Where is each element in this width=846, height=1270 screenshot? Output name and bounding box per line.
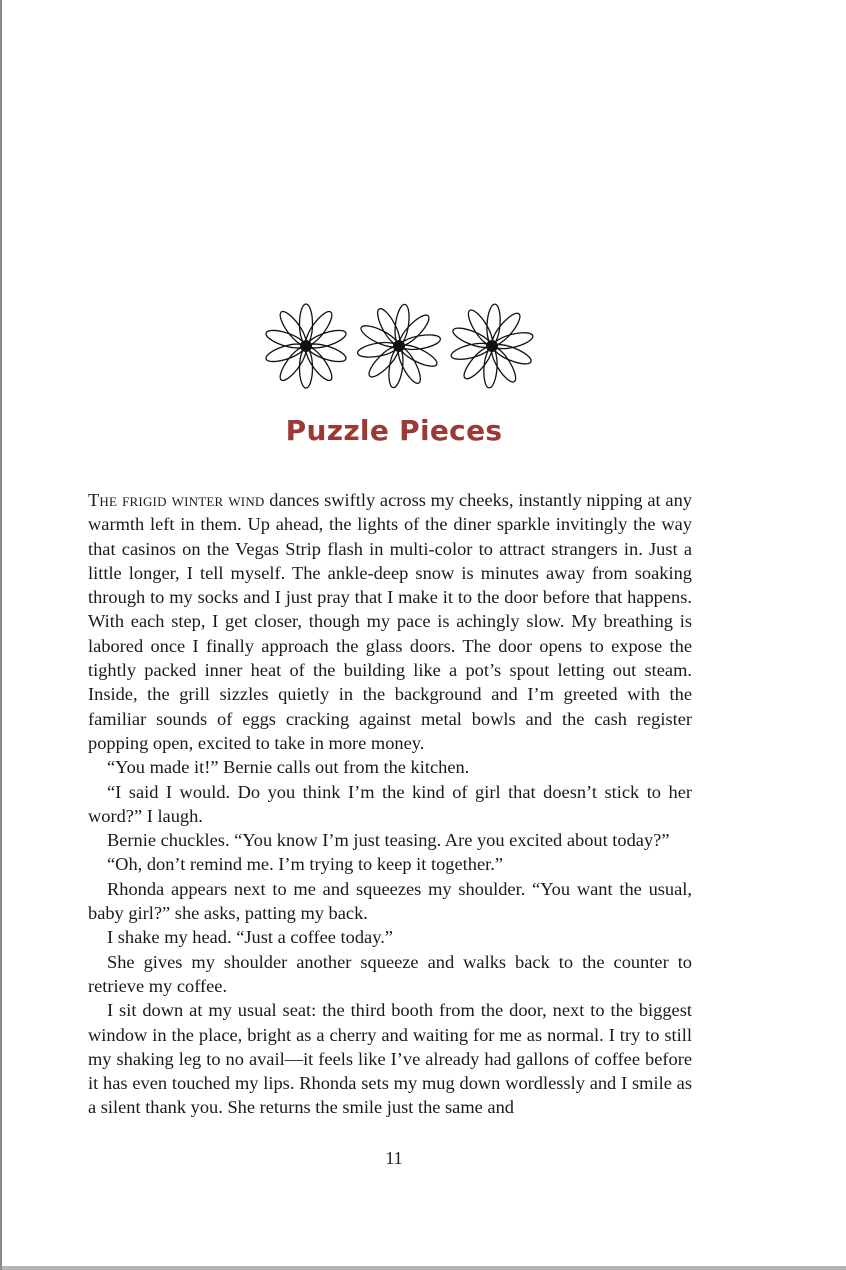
paragraph: I shake my head. “Just a coffee today.” xyxy=(107,927,393,948)
daisy-flower-icon xyxy=(446,300,538,392)
paragraph: “Oh, don’t remind me. I’m trying to keep it together.” xyxy=(107,854,503,875)
paragraph: “I said I would. Do you think I’m the kind of girl that doesn’t stick to her word?” I laugh. xyxy=(88,781,692,826)
paragraph: I sit down at my usual seat: the third booth from the door, next to the biggest window in the place, bright as a cherry and waiting for me as normal. I try to still my shaking leg to no avail—it feels like I’ve already had gallons of coffee before it has even touched my lips. Rhonda sets my mug down wordlessly and I smile as a silent thank you. She returns the smile just the same and xyxy=(88,1000,692,1118)
paragraph: Rhonda appears next to me and squeezes my shoulder. “You want the usual, baby girl?” she asks, patting my back. xyxy=(88,878,692,924)
daisy-flower-icon xyxy=(260,300,352,392)
paragraph: She gives my shoulder another squeeze and walks back to the counter to retrieve my coffee. xyxy=(88,951,692,996)
chapter-title: Puzzle Pieces xyxy=(285,414,503,447)
page-number: 11 xyxy=(385,1148,403,1168)
chapter-body xyxy=(88,488,692,1120)
paragraph: “You made it!” Bernie calls out from the kitchen. xyxy=(107,757,470,778)
paragraph-text: dances swiftly across my cheeks, instantly nipping at any warmth left in them. Up ahead, the lights of the diner sparkle invitingly the way that casinos on the Vegas Strip flash in multi-color to attract strangers in. Just a little longer, I tell myself. The ankle-deep snow is minutes away from soaking through to my socks and I just pray that I make it to the door before that happens. With each step, I get closer, though my pace is achingly slow. My breathing is labored once I finally approach the glass doors. The door opens to expose the tightly packed inner heat of the building like a pot’s spout letting out steam. Inside, the grill sizzles quietly in the background and I’m greeted with the familiar sounds of eggs cracking against metal bowls and the cash register popping open, excited to take in more money. xyxy=(88,490,692,753)
paragraph: Bernie chuckles. “You know I’m just teasing. Are you excited about today?” xyxy=(107,830,670,851)
daisy-flower-icon xyxy=(353,300,445,392)
flower-ornament xyxy=(260,300,538,392)
paragraph xyxy=(88,488,692,755)
page-edge xyxy=(2,1266,846,1270)
lead-in-text: The frigid winter wind xyxy=(88,490,265,510)
